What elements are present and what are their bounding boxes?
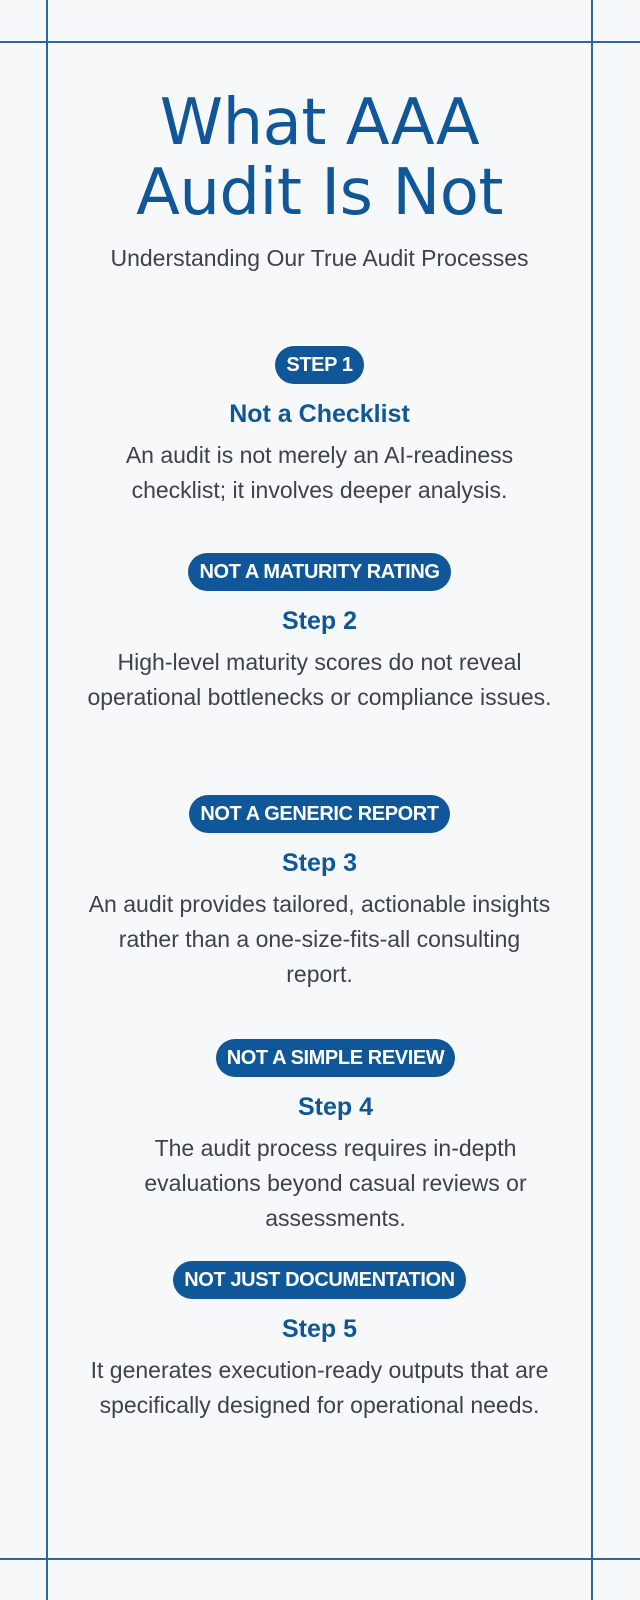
step-heading: Step 3 [281,849,358,877]
step-heading: Step 5 [281,1315,358,1343]
step-description: It generates execution-ready outputs that are specifically designed for operational needs. [90,1357,549,1418]
page-subtitle: Understanding Our True Audit Processes [110,245,529,271]
step-card-4 [64,1039,607,1236]
step-description: The audit process requires in-depth evaluations beyond casual reviews or assessments. [144,1135,527,1231]
step-badge: NOT JUST DOCUMENTATION [173,1261,465,1299]
main-content [48,0,591,1600]
page-title-line-1: What AAA [159,86,480,160]
step-badge: NOT A MATURITY RATING [188,553,450,591]
frame-line-right [591,0,593,1600]
step-card-2 [48,553,591,715]
step-description: An audit provides tailored, actionable insights rather than a one-size-fits-all consulting report. [88,891,551,987]
step-badge: STEP 1 [275,346,363,384]
step-heading: Step 2 [281,607,358,635]
step-description: High-level maturity scores do not reveal operational bottlenecks or compliance issues. [87,649,552,710]
step-badge: NOT A GENERIC REPORT [189,795,449,833]
step-heading: Step 4 [297,1093,374,1121]
step-card-1 [48,346,591,508]
step-card-3 [48,795,591,992]
page-title-line-2: Audit Is Not [136,156,503,230]
page-title [48,88,591,228]
step-description: An audit is not merely an AI-readiness checklist; it involves deeper analysis. [125,442,514,503]
step-badge: NOT A SIMPLE REVIEW [216,1039,456,1077]
step-card-5 [48,1261,591,1423]
step-heading: Not a Checklist [229,400,410,428]
